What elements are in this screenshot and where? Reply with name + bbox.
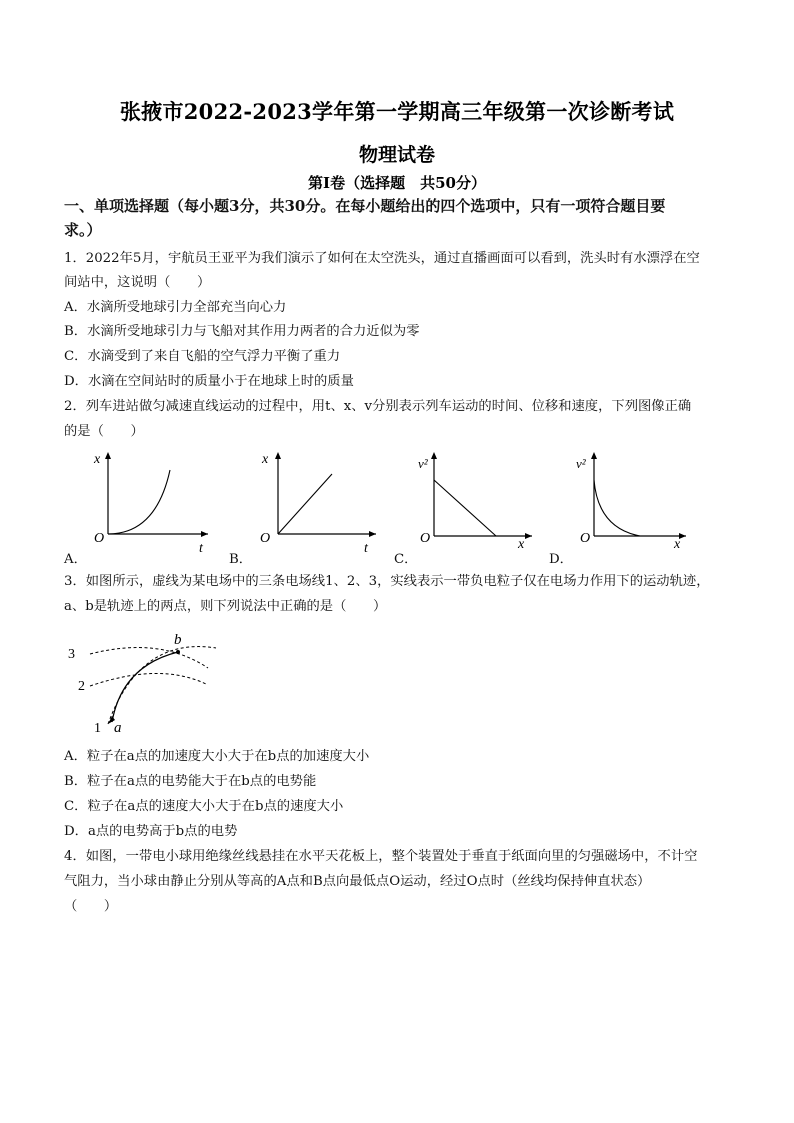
exam-title: 张掖市2022-2023学年第一学期高三年级第一次诊断考试 bbox=[119, 99, 675, 124]
graph-c-y-label: v² bbox=[418, 456, 428, 471]
graph-a-curve bbox=[108, 470, 170, 534]
graph-a-y-label: x bbox=[94, 452, 101, 467]
q1-option-d: D．水滴在空间站时的质量小于在地球上时的质量 bbox=[64, 374, 354, 389]
graph-c-origin: O bbox=[420, 531, 431, 546]
q2-graph-b bbox=[254, 448, 384, 558]
graph-d-curve bbox=[594, 480, 640, 536]
graph-c-line bbox=[434, 480, 496, 536]
graph-a-origin: O bbox=[94, 531, 105, 546]
field-line-2-label: 2 bbox=[78, 679, 85, 694]
graph-a-x-arrow bbox=[201, 531, 208, 537]
graph-d-y-arrow bbox=[591, 452, 597, 459]
graph-c-y-arrow bbox=[431, 452, 437, 459]
field-line-3 bbox=[90, 648, 208, 668]
q2-stem-line2: 的是（ ） bbox=[64, 424, 144, 439]
graph-b-x-arrow bbox=[369, 531, 376, 537]
graph-a-y-arrow bbox=[105, 452, 111, 459]
q1-option-c: C．水滴受到了来自飞船的空气浮力平衡了重力 bbox=[64, 349, 341, 364]
q3-option-c: C．粒子在a点的速度大小大于在b点的速度大小 bbox=[64, 799, 344, 814]
q2-graph-d bbox=[574, 448, 704, 558]
graph-d-origin: O bbox=[580, 531, 591, 546]
q3-field-diagram bbox=[60, 628, 230, 740]
particle-trajectory bbox=[112, 652, 178, 722]
graph-c-x-label: x bbox=[518, 537, 525, 552]
field-line-1-label: 1 bbox=[94, 721, 101, 736]
subject-title: 物理试卷 bbox=[358, 144, 435, 166]
q2-stem-line1: 2．列车进站做匀减速直线运动的过程中，用t、x、v分别表示列车运动的时间、位移和速度，下列图像正确 bbox=[64, 399, 692, 414]
q2-graph-a bbox=[84, 448, 214, 558]
graph-c-x-arrow bbox=[525, 533, 532, 539]
q1-stem-line1: 1．2022年5月，宇航员王亚平为我们演示了如何在太空洗头，通过直播画面可以看到，洗头时有水漂浮在空 bbox=[64, 251, 700, 266]
graph-b-y-arrow bbox=[275, 452, 281, 459]
q3-stem-line2: a、b是轨迹上的两点，则下列说法中正确的是（ ） bbox=[64, 599, 387, 614]
q3-option-d: D．a点的电势高于b点的电势 bbox=[64, 824, 238, 839]
graph-b-x-label: t bbox=[364, 541, 368, 556]
graph-d-y-label: v² bbox=[576, 456, 586, 471]
q3-option-b: B．粒子在a点的电势能大于在b点的电势能 bbox=[64, 774, 317, 789]
q1-option-b: B．水滴所受地球引力与飞船对其作用力两者的合力近似为零 bbox=[64, 324, 420, 339]
graph-d-x-label: x bbox=[674, 537, 681, 552]
q3-option-a: A．粒子在a点的加速度大小大于在b点的加速度大小 bbox=[64, 749, 370, 764]
graph-a-x-label: t bbox=[199, 541, 203, 556]
graph-b-y-label: x bbox=[262, 452, 269, 467]
graph-b-line bbox=[278, 474, 332, 534]
q2-graph-c bbox=[414, 448, 544, 558]
q2-option-d-label: D． bbox=[549, 552, 573, 567]
q4-stem-line2: 气阻力，当小球由静止分别从等高的A点和B点向最低点O运动，经过O点时（丝线均保持伸直状态） bbox=[64, 874, 651, 889]
point-b-dot bbox=[176, 650, 180, 654]
q2-option-c-label: C． bbox=[394, 552, 418, 567]
point-b-label: b bbox=[174, 632, 182, 648]
section-heading-line2: 求。） bbox=[64, 221, 102, 239]
graph-b-origin: O bbox=[260, 531, 271, 546]
q2-option-b-label: B． bbox=[229, 552, 253, 567]
section-heading-line1: 一、单项选择题（每小题3分，共30分。在每小题给出的四个选项中，只有一项符合题目要 bbox=[64, 197, 666, 215]
q4-stem-line1: 4．如图，一带电小球用绝缘丝线悬挂在水平天花板上，整个装置处于垂直于纸面向里的匀强磁场中，不计空 bbox=[64, 849, 698, 864]
field-line-2 bbox=[90, 673, 206, 686]
q1-option-a: A．水滴所受地球引力全部充当向心力 bbox=[64, 300, 287, 315]
q3-stem-line1: 3．如图所示，虚线为某电场中的三条电场线1、2、3，实线表示一带负电粒子仅在电场力作用下的运动轨迹， bbox=[64, 574, 710, 589]
q1-stem-line2: 间站中，这说明（ ） bbox=[64, 275, 211, 290]
q2-option-a-label: A． bbox=[64, 552, 87, 567]
part-title: 第I卷（选择题 共50分） bbox=[308, 174, 486, 192]
field-line-1 bbox=[108, 647, 216, 724]
point-a-label: a bbox=[114, 720, 122, 736]
q4-stem-line3: （ ） bbox=[64, 899, 118, 914]
field-line-3-label: 3 bbox=[68, 647, 75, 662]
